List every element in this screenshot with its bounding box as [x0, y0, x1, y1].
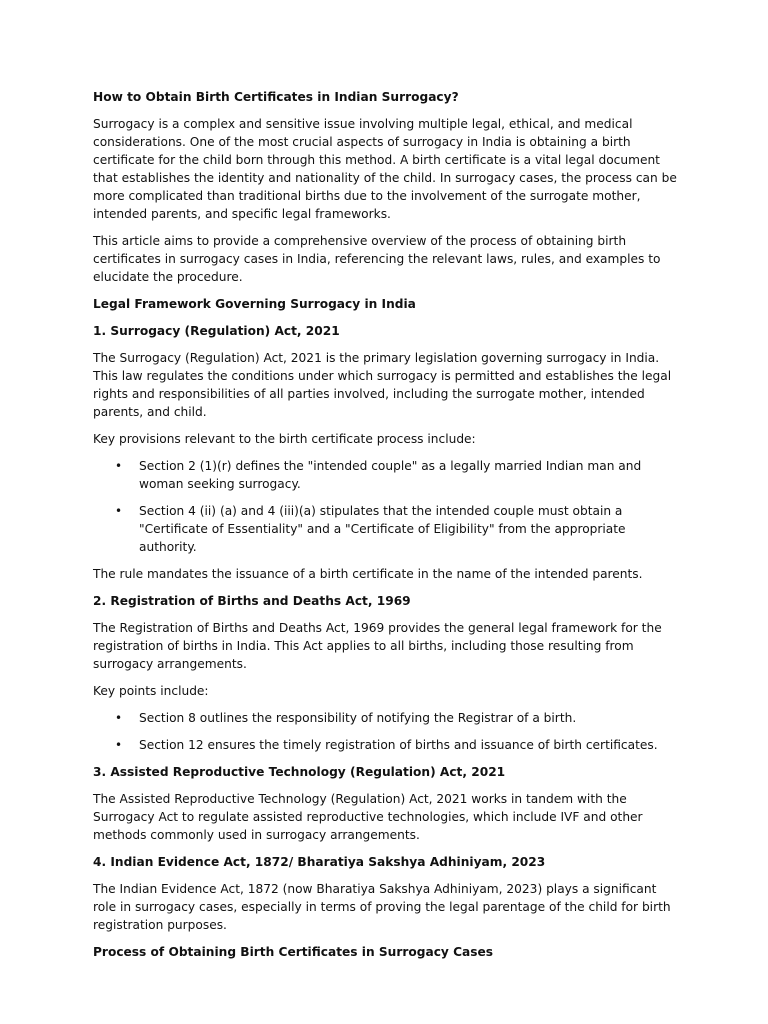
bullet-list-registration-act: [93, 709, 680, 754]
process-heading: Process of Obtaining Birth Certificates in Surrogacy Cases: [93, 945, 494, 959]
list-item-text: Section 4 (ii) (a) and 4 (iii)(a) stipulates that the intended couple must obtain a "Certificate of Essentiality" and a "Certificate of Eligibility" from the appropriate authority.: [139, 504, 626, 554]
list-item: [93, 709, 680, 727]
list-item: [93, 502, 680, 556]
bullet-icon: •: [115, 711, 123, 725]
section-heading-evidence-act: 4. Indian Evidence Act, 1872/ Bharatiya Sakshya Adhiniyam, 2023: [93, 855, 546, 869]
bullet-icon: •: [115, 459, 123, 473]
section-paragraph-registration-act: The Registration of Births and Deaths Act, 1969 provides the general legal framework for the registration of births in India. This Act applies to all births, including those resulting from surrogacy arrangements.: [93, 621, 662, 671]
list-item-text: Section 2 (1)(r) defines the "intended couple" as a legally married Indian man and woman seeking surrogacy.: [139, 459, 642, 491]
section-heading-registration-act: 2. Registration of Births and Deaths Act, 1969: [93, 594, 411, 608]
section-paragraph-art-act: The Assisted Reproductive Technology (Regulation) Act, 2021 works in tandem with the Surrogacy Act to regulate assisted reproductive technologies, which include IVF and other methods commonly used in surrogacy arrangements.: [93, 792, 643, 842]
section-paragraph-evidence-act: The Indian Evidence Act, 1872 (now Bharatiya Sakshya Adhiniyam, 2023) plays a significant role in surrogacy cases, especially in terms of proving the legal parentage of the child for birth registration purposes.: [93, 882, 671, 932]
document-title: How to Obtain Birth Certificates in Indian Surrogacy?: [93, 90, 459, 104]
list-item-text: Section 12 ensures the timely registration of births and issuance of birth certificates.: [139, 738, 658, 752]
framework-heading: Legal Framework Governing Surrogacy in India: [93, 297, 416, 311]
list-item: [93, 736, 680, 754]
bullet-icon: •: [115, 504, 123, 518]
section-heading-surrogacy-act: 1. Surrogacy (Regulation) Act, 2021: [93, 324, 340, 338]
list-item-text: Section 8 outlines the responsibility of notifying the Registrar of a birth.: [139, 711, 577, 725]
bullet-icon: •: [115, 738, 123, 752]
intro-paragraph-2: This article aims to provide a comprehensive overview of the process of obtaining birth certificates in surrogacy cases in India, referencing the relevant laws, rules, and examples to elucidate the procedure.: [93, 234, 661, 284]
bullet-list-surrogacy-act: [93, 457, 680, 556]
section-closing-surrogacy-act: The rule mandates the issuance of a birth certificate in the name of the intended parents.: [93, 567, 643, 581]
section-heading-art-act: 3. Assisted Reproductive Technology (Regulation) Act, 2021: [93, 765, 506, 779]
section-lead-registration-act: Key points include:: [93, 684, 209, 698]
intro-paragraph-1: Surrogacy is a complex and sensitive issue involving multiple legal, ethical, and medical considerations. One of the most crucial aspects of surrogacy in India is obtaining a birth certificate for the child born through this method. A birth certificate is a vital legal document that establishes the identity and nationality of the child. In surrogacy cases, the process can be more complicated than traditional births due to the involvement of the surrogate mother, intended parents, and specific legal frameworks.: [93, 117, 677, 221]
section-paragraph-surrogacy-act: The Surrogacy (Regulation) Act, 2021 is the primary legislation governing surrogacy in India. This law regulates the conditions under which surrogacy is permitted and establishes the legal rights and responsibilities of all parties involved, including the surrogate mother, intended parents, and child.: [93, 351, 672, 419]
list-item: [93, 457, 680, 493]
section-lead-surrogacy-act: Key provisions relevant to the birth certificate process include:: [93, 432, 476, 446]
